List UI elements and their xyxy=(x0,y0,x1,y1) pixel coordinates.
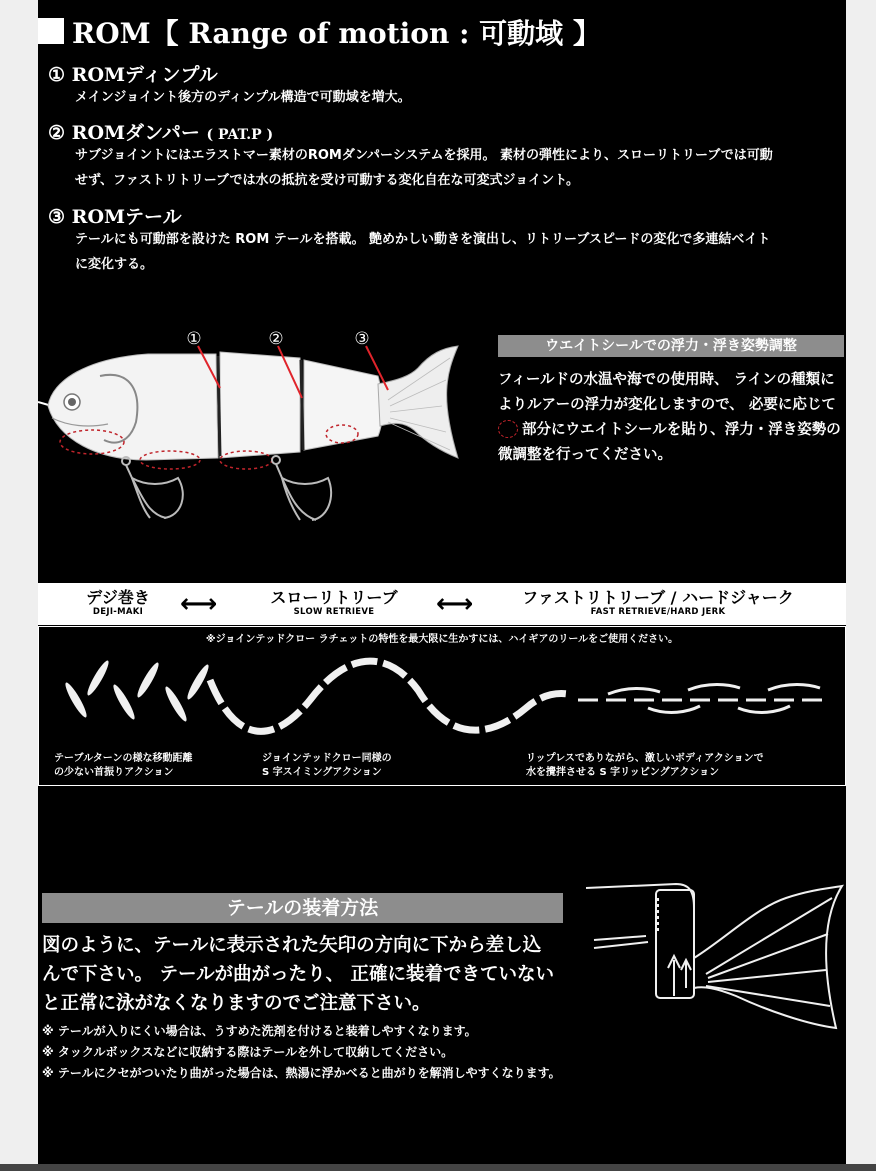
double-arrow-icon: ⟷ xyxy=(436,589,474,619)
caption-deji-maki: テーブルターンの様な移動距離 の少ない首振りアクション xyxy=(54,753,193,778)
marker-1: ① xyxy=(186,329,202,349)
swim-action-illustration xyxy=(48,650,838,750)
page-title: ROM【 Range of motion : 可動域 】 xyxy=(72,17,601,50)
marker-3: ③ xyxy=(354,329,370,349)
caption-slow-retrieve: ジョインテッドクロー同様の S 字スイミングアクション xyxy=(262,753,392,778)
weight-seal-title: ウエイトシールでの浮力・浮き姿勢調整 xyxy=(498,335,844,357)
marker-2: ② xyxy=(268,329,284,349)
double-arrow-icon: ⟷ xyxy=(180,589,218,619)
dashed-circle-icon xyxy=(498,420,518,438)
feature-text-damper: サブジョイントにはエラストマー素材のROMダンパーシステムを採用。 素材の弾性により、スローリトリーブでは可動 せず、ファストリトリーブでは水の抵抗を受け可動する変化自在な可変式ジョイント。 xyxy=(75,148,773,188)
label-slow-retrieve: スローリトリーブ SLOW RETRIEVE xyxy=(270,588,398,617)
tail-mount-notes: ※ テールが入りにくい場合は、うすめた洗剤を付けると装着しやすくなります。 ※ タックルボックスなどに収納する際はテールを外して収納してください。 ※ テールにクセがついたり曲がった場合は、熱湯に浮かべると曲がりを解消しやすくなります。 xyxy=(42,1024,561,1080)
feature-heading-damper: ② ROMダンパー ( PAT.P ) xyxy=(48,122,274,144)
feature-heading-dimple: ① ROMディンプル xyxy=(48,64,218,86)
high-gear-note: ※ジョインテッドクロー ラチェットの特性を最大限に生かすには、ハイギアのリールをご使用ください。 xyxy=(205,634,679,645)
lure-diagram xyxy=(38,318,478,538)
label-fast-retrieve: ファストリトリーブ / ハードジャーク FAST RETRIEVE/HARD JERK xyxy=(522,588,794,617)
tail-mount-text: 図のように、テールに表示された矢印の方向に下から差し込 んで下さい。 テールが曲がったり、 正確に装着できていない と正常に泳がなくなりますのでご注意下さい。 xyxy=(42,935,555,1014)
caption-fast-retrieve: リップレスでありながら、激しいボディアクションで 水を攪拌させる S 字リッピングアクション xyxy=(526,753,764,778)
title-square-marker xyxy=(38,18,64,44)
feature-text-dimple: メインジョイント後方のディンプル構造で可動域を増大。 xyxy=(75,90,411,105)
tail-mount-illustration xyxy=(586,878,844,1038)
product-info-panel xyxy=(38,0,846,1171)
tail-mount-title: テールの装着方法 xyxy=(42,893,563,923)
retrieve-speed-strip xyxy=(38,583,846,625)
feature-text-tail: テールにも可動部を設けた ROM テールを搭載。 艶めかしい動きを演出し、リトリーブスピードの変化で多連結ベイト に変化する。 xyxy=(75,232,771,272)
weight-seal-text: フィールドの水温や海での使用時、 ラインの種類に よりルアーの浮力が変化しますので、 必要に応じて 部分にウエイトシールを貼り、浮力・浮き姿勢の 微調整を行ってください。 xyxy=(498,372,841,463)
feature-heading-tail: ③ ROMテール xyxy=(48,206,182,228)
bottom-bar xyxy=(0,1164,876,1171)
label-deji-maki: デジ巻き DEJI-MAKI xyxy=(86,588,150,617)
